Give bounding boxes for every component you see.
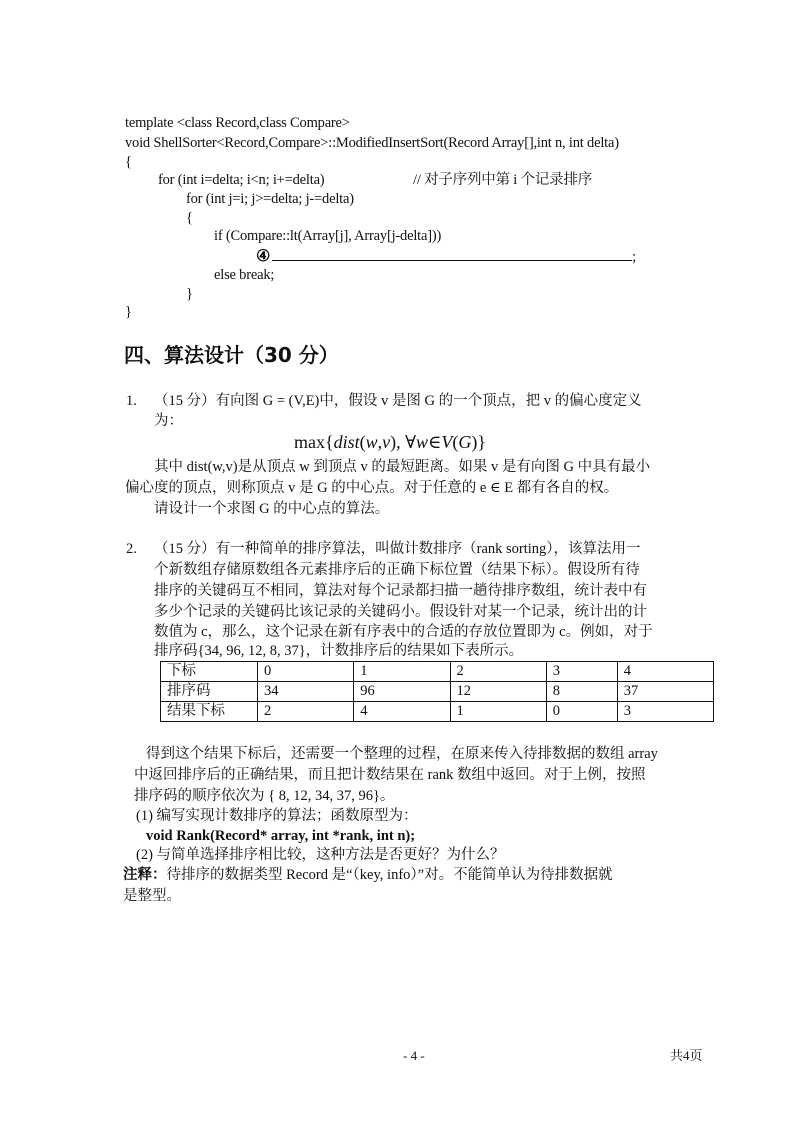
q1-line-4: 偏心度的顶点，则称顶点 v 是 G 的中心点。对于任意的 e ∈ E 都有各自的权。 [125, 480, 619, 496]
note-label: 注释： [123, 867, 167, 883]
table-cell: 1 [450, 702, 546, 722]
table-cell: 37 [617, 682, 713, 702]
code-line-open-brace: { [125, 154, 132, 170]
code-comment: // 对子序列中第 i 个记录排序 [413, 172, 593, 188]
code-line-template: template <class Record,class Compare> [125, 115, 350, 131]
q2-line-5: 数值为 c，那么，这个记录在新有序表中的合适的存放位置即为 c。例如，对于 [154, 624, 653, 640]
q2-line-3: 排序的关键码互不相同，算法对每个记录都扫描一趟待排序数组，统计表中有 [154, 583, 647, 599]
table-cell: 0 [546, 702, 617, 722]
table-cell: 2 [450, 662, 546, 682]
q2-line-4: 多少个记录的关键码比该记录的关键码小。假设针对某一个记录，统计出的计 [154, 604, 647, 620]
table-cell: 4 [354, 702, 450, 722]
row-label: 排序码 [161, 682, 258, 702]
table-cell: 96 [354, 682, 450, 702]
code-line-close-inner: } [186, 286, 193, 302]
table-cell: 8 [546, 682, 617, 702]
q2-after-line-2: 中返回排序后的正确结果，而且把计数结果在 rank 数组中返回。对于上例，按照 [134, 767, 646, 783]
table-row [161, 702, 714, 722]
blank-line [272, 246, 632, 261]
code-line-inner-for: for (int j=i; j>=delta; j-=delta) [186, 191, 354, 207]
q1-number: 1. [126, 393, 137, 409]
q1-line-5: 请设计一个求图 G 的中心点的算法。 [154, 501, 390, 517]
table-cell: 12 [450, 682, 546, 702]
table-cell: 4 [617, 662, 713, 682]
section-title: 四、算法设计（30 分） [124, 343, 339, 367]
table-row [161, 682, 714, 702]
q1-line-1: （15 分）有向图 G = (V,E)中，假设 v 是图 G 的一个顶点，把 v 的偏心度定义 [154, 393, 642, 409]
q1-line-3: 其中 dist(w,v)是从顶点 w 到顶点 v 的最短距离。如果 v 是有向图 G 中具有最小 [154, 459, 651, 475]
row-label: 下标 [161, 662, 258, 682]
q2-line-6: 排序码{34, 96, 12, 8, 37}，计数排序后的结果如下表所示。 [154, 643, 524, 659]
q2-after-line-3: 排序码的顺序依次为 { 8, 12, 34, 37, 96}。 [134, 788, 395, 804]
code-line-else: else break; [214, 267, 275, 283]
blank-marker: ④ [256, 248, 271, 265]
code-line-if: if (Compare::lt(Array[j], Array[j-delta])) [214, 228, 442, 244]
note-text: 待排序的数据类型 Record 是“（key, info）”对。不能简单认为待排数据就 [166, 867, 613, 883]
q2-after-line-1: 得到这个结果下标后，还需要一个整理的过程，在原来传入待排数据的数组 array [146, 746, 658, 762]
eccentricity-formula: max{dist(w,v), ∀w∈V(G)} [294, 432, 487, 452]
function-prototype: void Rank(Record* array, int *rank, int n); [146, 828, 416, 844]
code-line-signature: void ShellSorter<Record,Compare>::ModifiedInsertSort(Record Array[],int n, int delta) [125, 135, 619, 151]
table-row [161, 662, 714, 682]
note-line-1 [123, 868, 613, 883]
note-line-2: 是整型。 [123, 888, 181, 904]
blank-semicolon: ; [632, 249, 636, 265]
q1-line-2: 为： [154, 413, 183, 429]
q2-number: 2. [126, 541, 137, 557]
table-cell: 34 [258, 682, 354, 702]
fill-in-blank [256, 246, 636, 265]
table-cell: 3 [546, 662, 617, 682]
table-cell: 1 [354, 662, 450, 682]
rank-example-table [160, 661, 714, 722]
table-cell: 3 [617, 702, 713, 722]
page-number: - 4 - [403, 1048, 425, 1063]
page-total: 共4页 [670, 1048, 703, 1063]
q2-line-1: （15 分）有一种简单的排序算法，叫做计数排序（rank sorting），该算法用一 [154, 541, 641, 557]
q2-sub-question-2: (2) 与简单选择排序相比较，这种方法是否更好？为什么？ [136, 847, 505, 863]
q2-sub-question-1: (1) 编写实现计数排序的算法；函数原型为： [136, 808, 418, 824]
table-cell: 0 [258, 662, 354, 682]
code-line-outer-for: for (int i=delta; i<n; i+=delta) [158, 172, 325, 188]
row-label: 结果下标 [161, 702, 258, 722]
table-cell: 2 [258, 702, 354, 722]
q2-line-2: 个新数组存储原数组各元素排序后的正确下标位置（结果下标）。假设所有待 [154, 562, 640, 578]
code-line-inner-brace: { [186, 210, 193, 226]
code-line-close-outer: } [125, 304, 132, 320]
